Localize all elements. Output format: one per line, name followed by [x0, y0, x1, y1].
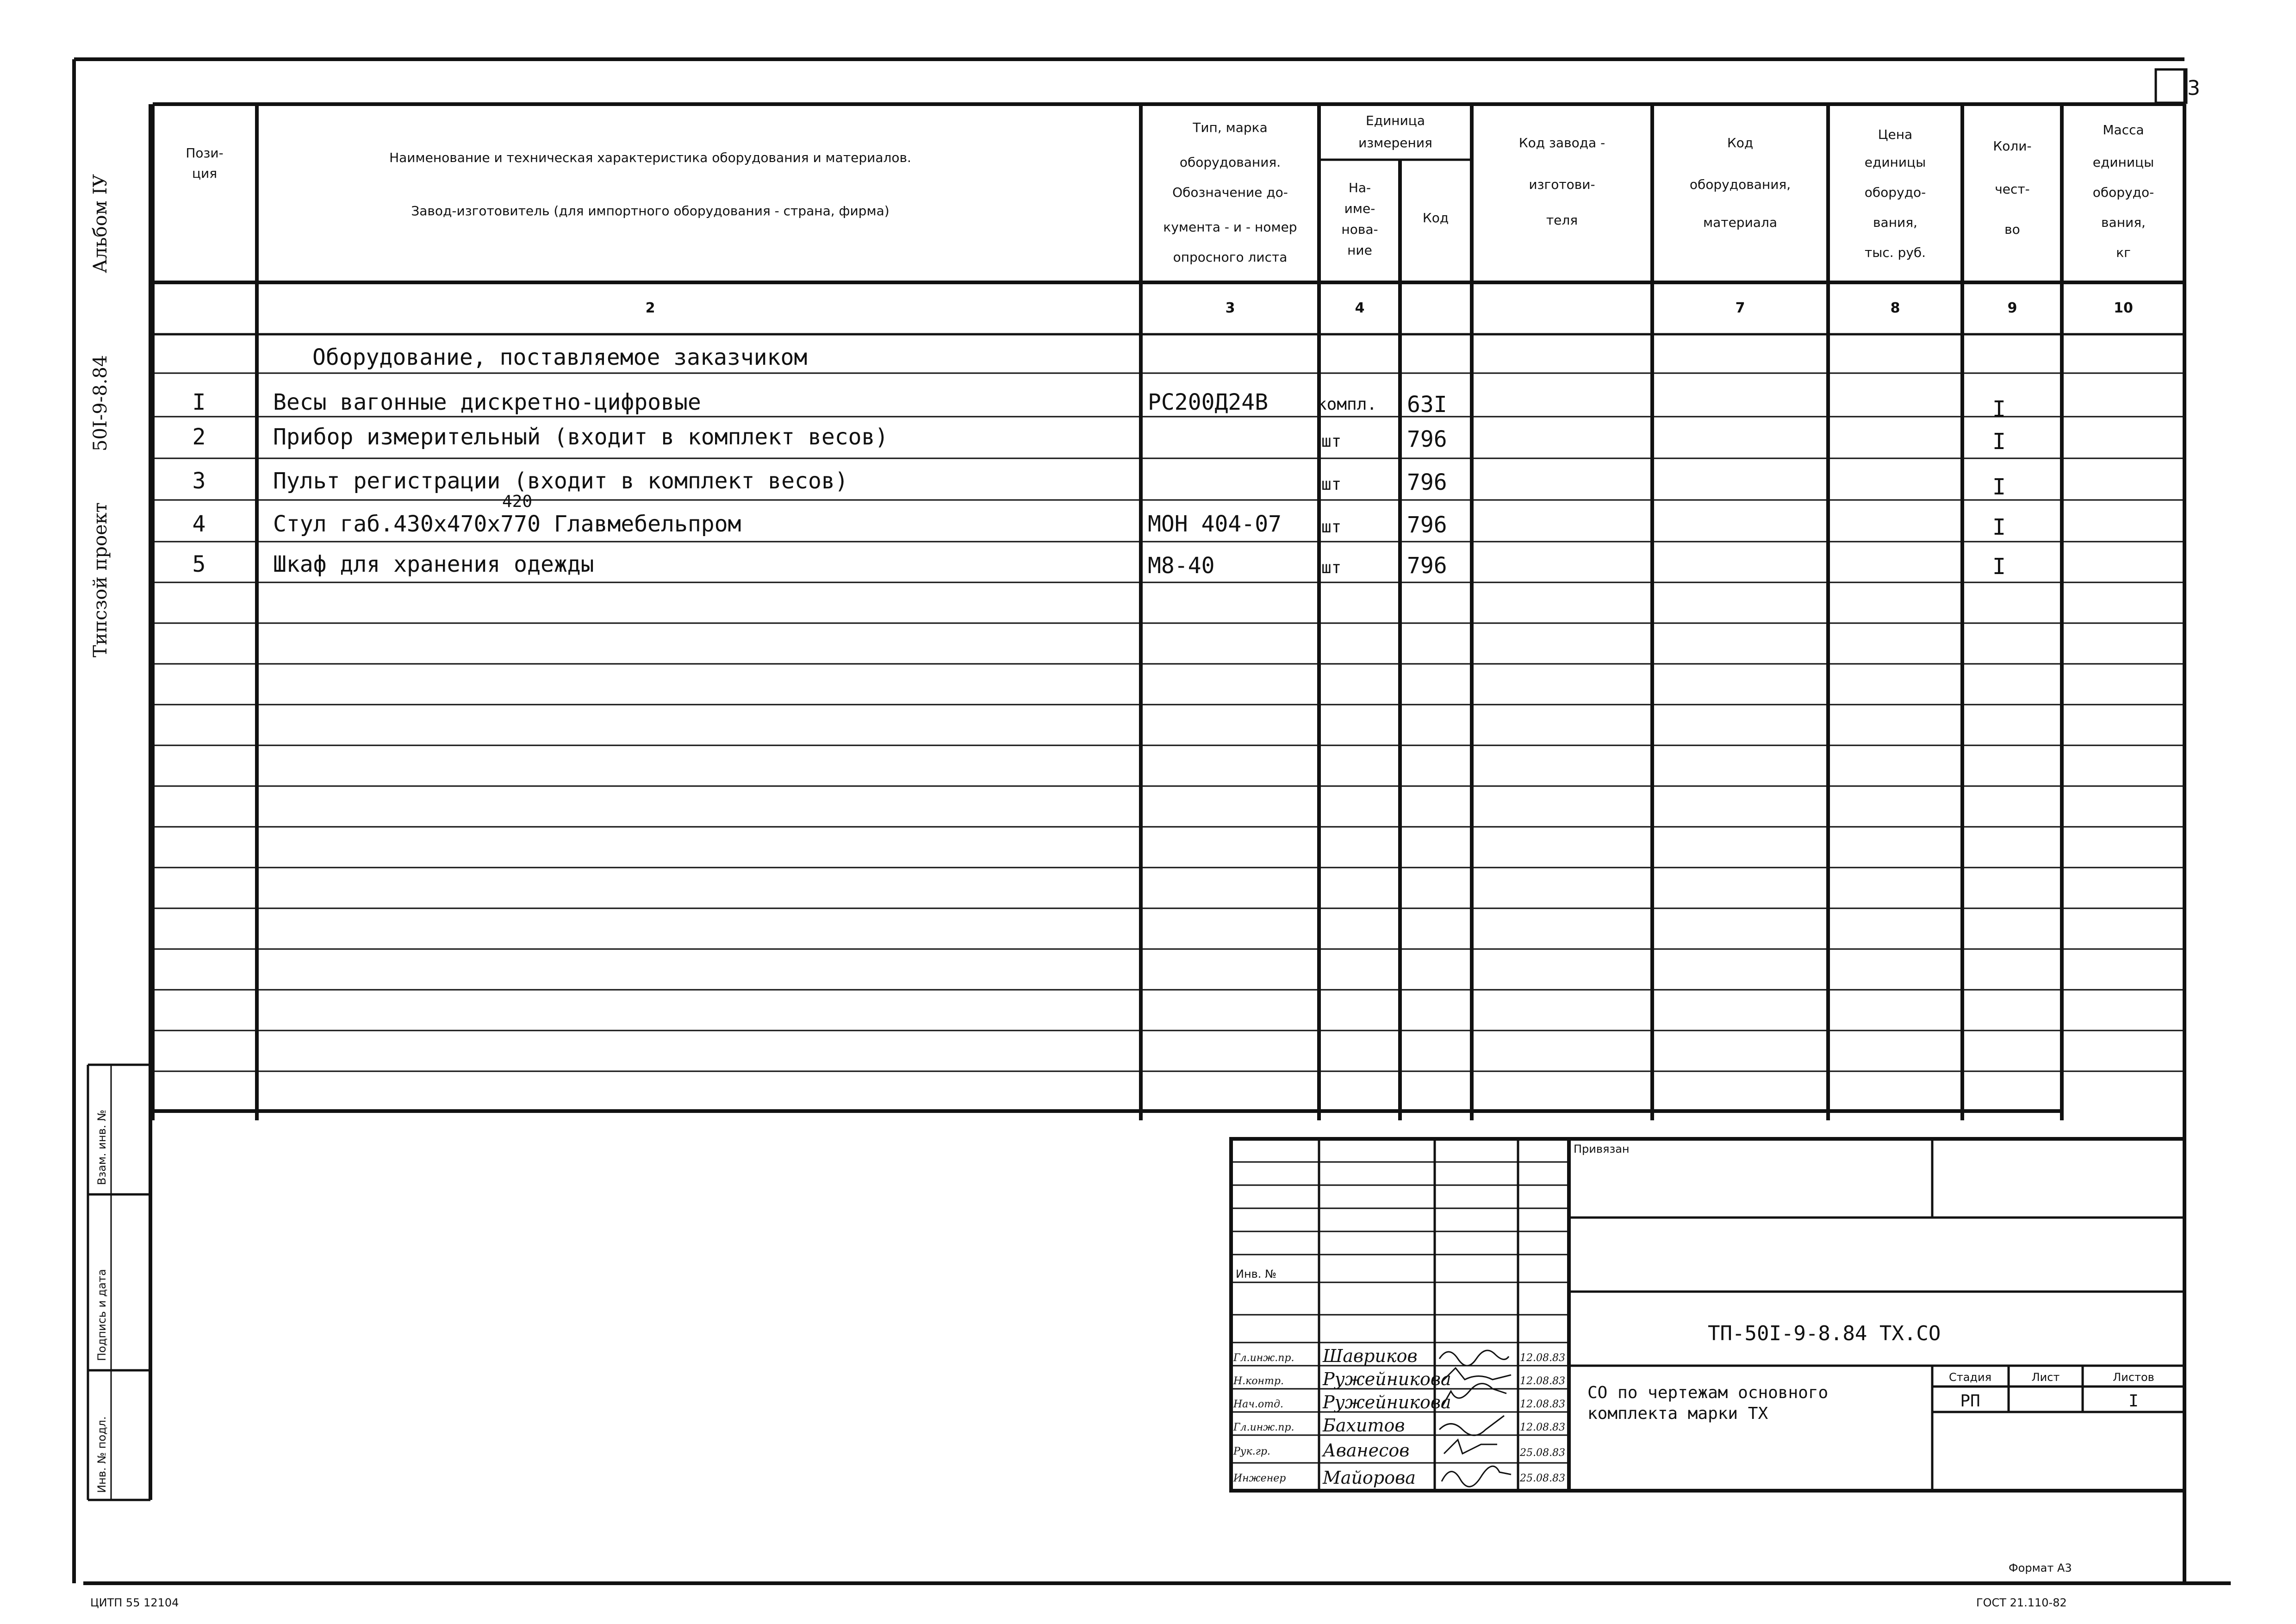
table-row: [193, 551, 2006, 580]
row4-superscript: 420: [502, 492, 533, 511]
side-vzam: Взам. инв. №: [95, 1110, 108, 1185]
hdr-mass-2: единицы: [2092, 155, 2154, 170]
row-type: РС200Д24В: [1148, 389, 1269, 415]
side-project-label: Типсзой проект: [90, 502, 111, 657]
hdr-type-3: Обозначение до-: [1172, 185, 1288, 200]
stamp-stadiya-value: РП: [1960, 1392, 1980, 1411]
hdr-qty-2: чест-: [1995, 181, 2030, 197]
hdr-qty-1: Коли-: [1993, 138, 2032, 154]
hdr-price-5: тыс. руб.: [1864, 245, 1926, 260]
signer-row: [1233, 1440, 1565, 1461]
side-album: Альбом IУ: [90, 174, 111, 273]
row-name: Прибор измерительный (входит в комплект весов): [273, 424, 889, 450]
hdr-pos-2: ция: [192, 166, 218, 181]
row-code: 63I: [1407, 392, 1447, 418]
row-code: 796: [1407, 512, 1447, 538]
signer-date: 12.08.83: [1520, 1422, 1565, 1433]
hdr-unitname-4: ние: [1347, 243, 1372, 258]
stamp-inv-no: Инв. №: [1236, 1268, 1277, 1280]
signer-row: [1233, 1346, 1565, 1366]
hdr-unitname-1: На-: [1348, 180, 1371, 195]
footer-gost: ГОСТ 21.110-82: [1976, 1596, 2067, 1609]
row-qty: I: [1992, 429, 2006, 455]
hdr-kod-3: материала: [1703, 215, 1778, 230]
hdr-mass-3: оборудо-: [2092, 185, 2154, 200]
col-number: 9: [2007, 300, 2017, 316]
hdr-mass-5: кг: [2116, 245, 2131, 260]
signer-role: Н.контр.: [1233, 1375, 1284, 1387]
signer-name: Бахитов: [1323, 1415, 1405, 1436]
hdr-mass-1: Масса: [2103, 122, 2144, 137]
signer-role: Нач.отд.: [1233, 1399, 1284, 1410]
row-pos: 3: [192, 468, 206, 494]
table-header: [186, 113, 2154, 265]
row-qty: I: [1992, 396, 2006, 422]
hdr-zavod-3: теля: [1546, 212, 1578, 228]
section-title: Оборудование, поставляемое заказчиком: [312, 344, 808, 370]
col-number: 4: [1355, 300, 1365, 316]
col-number: 2: [645, 300, 655, 316]
hdr-unit-2: измерения: [1358, 135, 1432, 150]
stamp-privyazan: Привязан: [1574, 1143, 1630, 1156]
hdr-type-1: Тип, марка: [1193, 120, 1268, 135]
row-unit: компл.: [1317, 395, 1377, 414]
stamp-title-1: СО по чертежам основного: [1587, 1383, 1829, 1402]
signer-row: [1233, 1368, 1565, 1389]
row-pos: 4: [192, 511, 206, 537]
row-pos: I: [192, 389, 206, 415]
side-inv-podl: Инв. № подл.: [95, 1416, 108, 1493]
signer-name: Ружейникова: [1323, 1392, 1451, 1412]
row-name: Весы вагонные дискретно-цифровые: [273, 389, 701, 415]
stamp-stadiya: Стадия: [1948, 1371, 1992, 1384]
hdr-zavod-2: изготови-: [1529, 177, 1595, 192]
row-unit: шт: [1321, 475, 1342, 494]
signature: [1442, 1384, 1506, 1407]
footer-format: Формат А3: [2009, 1562, 2072, 1574]
signature: [1442, 1368, 1511, 1382]
signer-row: [1233, 1415, 1565, 1436]
stamp-list: Лист: [2031, 1371, 2060, 1384]
row-name: Стул габ.430х470х770 Главмебельпром: [273, 511, 741, 537]
col-number: 10: [2114, 300, 2133, 316]
signer-date: 12.08.83: [1520, 1352, 1565, 1364]
signature: [1439, 1416, 1504, 1436]
signer-date: 25.08.83: [1520, 1447, 1565, 1459]
col-number: 3: [1225, 300, 1235, 316]
hdr-unit-1: Единица: [1366, 113, 1425, 128]
signature: [1442, 1466, 1511, 1487]
signature: [1439, 1350, 1509, 1366]
hdr-pos-1: Пози-: [186, 145, 224, 161]
page-number: 3: [2187, 76, 2200, 100]
hdr-price-3: оборудо-: [1864, 185, 1926, 200]
row-pos: 5: [192, 551, 206, 577]
signer-row: [1233, 1466, 1565, 1488]
table-row: [193, 424, 2006, 455]
row-pos: 2: [192, 424, 206, 450]
hdr-zavod-1: Код завода -: [1518, 135, 1605, 150]
signer-date: 25.08.83: [1520, 1473, 1565, 1484]
row-qty: I: [1992, 474, 2006, 500]
signer-name: Шавриков: [1323, 1346, 1418, 1366]
signer-date: 12.08.83: [1520, 1399, 1565, 1410]
col-number: 7: [1735, 300, 1745, 316]
row-qty: I: [1992, 554, 2006, 580]
hdr-price-1: Цена: [1878, 127, 1913, 142]
hdr-type-2: оборудования.: [1179, 155, 1281, 170]
hdr-name-1: Наименование и техническая характеристика оборудования и материалов.: [389, 150, 911, 165]
outer-frame: [74, 59, 2231, 1583]
row-code: 796: [1407, 426, 1447, 452]
signer-role: Гл.инж.пр.: [1233, 1352, 1294, 1364]
column-numbers: [646, 300, 2133, 316]
row-unit: шт: [1321, 432, 1342, 451]
signer-name: Майорова: [1323, 1468, 1416, 1488]
row-qty: I: [1992, 514, 2006, 540]
stamp-listov-value: I: [2128, 1392, 2139, 1411]
hdr-qty-3: во: [2004, 222, 2020, 237]
hdr-name-2: Завод-изготовитель (для импортного оборудования - страна, фирма): [411, 203, 890, 219]
stamp-listov: Листов: [2113, 1371, 2154, 1384]
stamp-doc-code: ТП-50I-9-8.84 ТХ.СО: [1708, 1322, 1941, 1345]
hdr-type-5: опросного листа: [1173, 250, 1288, 265]
signer-name: Аванесов: [1323, 1440, 1410, 1461]
row-name: Пульт регистрации (входит в комплект весов): [273, 468, 848, 494]
footer-tsitp: ЦИТП 55 12104: [90, 1596, 179, 1609]
signer-date: 12.08.83: [1520, 1375, 1565, 1387]
spec-table-grid: [153, 104, 2184, 1491]
signer-role: Рук.гр.: [1233, 1446, 1270, 1457]
signature: [1444, 1440, 1497, 1454]
table-row: [193, 468, 2006, 500]
hdr-kod-1: Код: [1727, 135, 1754, 150]
hdr-unitcode: Код: [1422, 210, 1449, 225]
signer-name: Ружейникова: [1323, 1369, 1451, 1389]
title-block-grid: [1231, 1139, 2184, 1491]
hdr-unitname-3: нова-: [1341, 222, 1378, 237]
row-code: 796: [1407, 553, 1447, 579]
row-unit: шт: [1321, 518, 1342, 537]
col-number: 8: [1890, 300, 1900, 316]
row-type: МОН 404-07: [1148, 511, 1282, 537]
stamp-title-2: комплекта марки ТХ: [1587, 1404, 1768, 1423]
row-type: М8-40: [1148, 553, 1215, 579]
hdr-price-2: единицы: [1864, 155, 1926, 170]
row-name: Шкаф для хранения одежды: [273, 551, 594, 577]
side-podpis: Подпись и дата: [95, 1269, 108, 1361]
signer-role: Инженер: [1233, 1473, 1286, 1484]
hdr-type-4: кумента - и - номер: [1163, 219, 1297, 235]
hdr-price-4: вания,: [1873, 215, 1917, 230]
row-unit: шт: [1321, 558, 1342, 577]
hdr-mass-4: вания,: [2101, 215, 2146, 230]
side-project-code: 50I-9-8.84: [90, 355, 111, 451]
row-code: 796: [1407, 469, 1447, 495]
hdr-unitname-2: име-: [1344, 201, 1375, 216]
hdr-kod-2: оборудования,: [1689, 177, 1791, 192]
signer-role: Гл.инж.пр.: [1233, 1422, 1294, 1433]
